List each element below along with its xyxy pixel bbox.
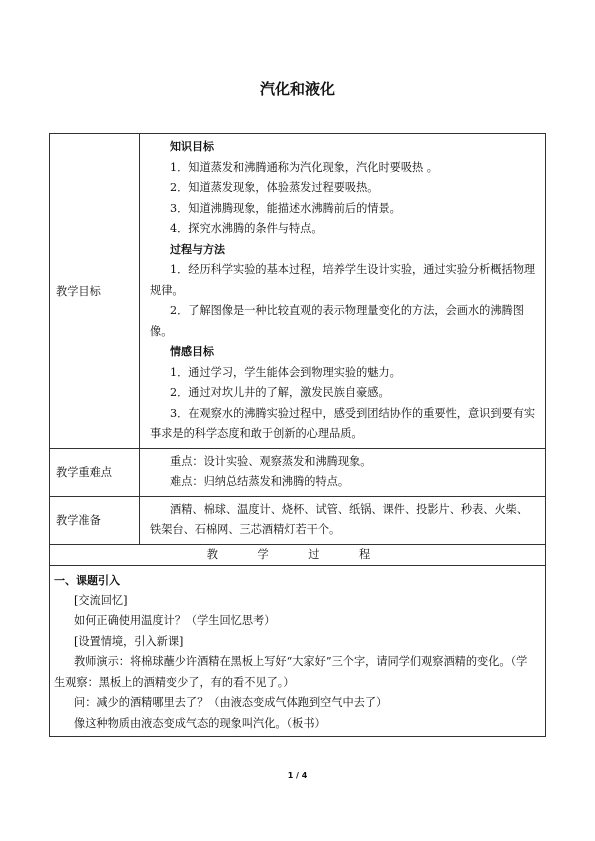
intro-heading: 一、课题引入 — [54, 573, 120, 587]
focus-text: 重点：设计实验、观察蒸发和沸腾现象。 — [170, 454, 372, 468]
intro-line: 问：减少的酒精哪里去了？（由液态变成气体跑到空气中去了） — [74, 696, 388, 709]
process-method-heading: 过程与方法 — [170, 242, 225, 256]
knowledge-item: 4．探究水沸腾的条件与特点。 — [170, 222, 323, 235]
difficulty-text: 难点：归纳总结蒸发和沸腾的特点。 — [170, 475, 350, 488]
process-item: 1．经历科学实验的基本过程，培养学生设计实验，通过实验分析概括物理规律。 — [150, 263, 536, 297]
emotion-item: 2．通过对坎儿井的了解，激发民族自豪感。 — [170, 386, 390, 399]
lesson-plan-table — [49, 133, 546, 737]
emotion-item: 3．在观察水的沸腾实验过程中，感受到团结协作的重要性，意识到要有实事求是的科学态度和敢于创新的心理品质。 — [150, 406, 536, 440]
intro-line: 教师演示：将棉球蘸少许酒精在黑板上写好“大家好”三个字，请同学们观察酒精的变化。（学生观察：黑板上的酒精变少了，有的看不见了。） — [54, 655, 528, 689]
intro-line: [设置情境，引入新课] — [74, 634, 184, 648]
process-header-row — [50, 544, 546, 565]
emotion-item: 1．通过学习，学生能体会到物理实验的魅力。 — [170, 365, 401, 379]
process-body — [50, 565, 546, 737]
page-number: 1 / 4 — [287, 771, 308, 780]
key-points-content — [140, 448, 546, 496]
process-body-row — [50, 565, 546, 737]
key-points-label: 教学重难点 — [50, 448, 140, 496]
knowledge-item: 2．知道蒸发现象，体验蒸发过程要吸热。 — [170, 181, 379, 194]
knowledge-heading: 知识目标 — [170, 140, 214, 153]
key-points-row — [50, 448, 546, 496]
intro-line: [交流回忆] — [74, 593, 128, 607]
page-title: 汽化和液化 — [259, 80, 335, 98]
objectives-label: 教学目标 — [50, 134, 140, 449]
emotion-heading: 情感目标 — [170, 345, 214, 358]
intro-line: 像这种物质由液态变成气态的现象叫汽化。（板书） — [74, 716, 326, 730]
process-header: 教 学 过 程 — [50, 544, 546, 565]
preparation-label: 教学准备 — [50, 496, 140, 544]
process-item: 2．了解图像是一种比较直观的表示物理量变化的方法，会画水的沸腾图像。 — [150, 304, 524, 338]
objectives-row — [50, 134, 546, 449]
intro-line: 如何正确使用温度计？（学生回忆思考） — [74, 614, 276, 627]
objectives-content — [140, 134, 546, 449]
preparation-text: 酒精、棉球、温度计、烧杯、试管、纸锅、课件、投影片、秒表、火柴、铁架台、石棉网、三芯酒精灯若干个。 — [150, 502, 529, 536]
knowledge-item: 1．知道蒸发和沸腾通称为汽化现象，汽化时要吸热 。 — [170, 160, 438, 174]
preparation-content — [140, 496, 546, 544]
preparation-row — [50, 496, 546, 544]
knowledge-item: 3．知道沸腾现象，能描述水沸腾前后的情景。 — [170, 201, 401, 215]
